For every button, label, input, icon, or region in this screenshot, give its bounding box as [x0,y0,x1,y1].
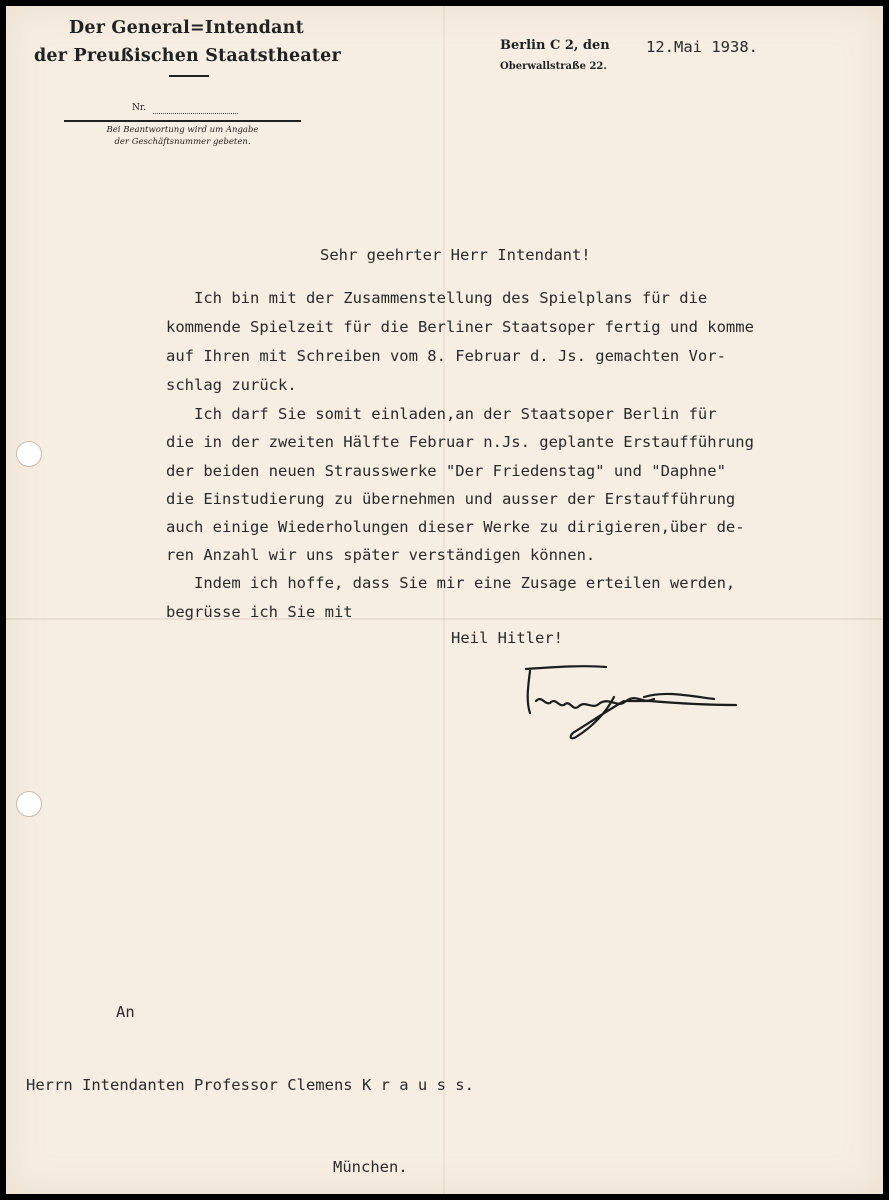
letterhead-org-line1: Der General=Intendant [69,18,304,38]
reference-number-label: Nr. [132,103,147,113]
recipient-name: Herrn Intendanten Professor Clemens K r a u s s. [26,1076,474,1094]
address-prefix: An [116,1003,135,1021]
reference-number-field [153,113,238,114]
body-line: kommende Spielzeit für die Berliner Staatsoper fertig und komme [166,318,754,336]
letterhead-city: Berlin C 2, den [500,38,610,53]
body-line: die Einstudierung zu übernehmen und ausser der Erstaufführung [166,490,736,508]
body-line: begrüsse ich Sie mit [166,603,353,621]
reference-rule [64,120,301,122]
body-line: auf Ihren mit Schreiben vom 8. Februar d. Js. gemachten Vor- [166,347,726,365]
reference-note-line2: der Geschäftsnummer gebeten. [114,137,251,147]
body-line: Ich darf Sie somit einladen,an der Staatsoper Berlin für [166,405,717,423]
salutation: Sehr geehrter Herr Intendant! [320,246,591,264]
letterhead-underline [169,75,209,77]
handwritten-signature [514,661,744,751]
body-line: schlag zurück. [166,376,297,394]
body-line: Indem ich hoffe, dass Sie mir eine Zusage erteilen werden, [166,574,736,592]
body-line: ren Anzahl wir uns später verständigen können. [166,546,596,564]
recipient-city: München. [333,1158,408,1176]
punch-hole-upper [16,441,42,467]
letterhead-org-line2: der Preußischen Staatstheater [34,46,341,66]
body-line: die in der zweiten Hälfte Februar n.Js. geplante Erstaufführung [166,433,754,451]
punch-hole-lower [16,791,42,817]
letter-page [6,6,883,1194]
reference-note-line1: Bei Beantwortung wird um Angabe [106,125,259,135]
vertical-fold-crease [443,6,445,1194]
letterhead-street: Oberwallstraße 22. [500,61,607,72]
body-line: der beiden neuen Strausswerke "Der Friedenstag" und "Daphne" [166,462,726,480]
body-line: Ich bin mit der Zusammenstellung des Spielplans für die [166,289,708,307]
letter-date: 12.Mai 1938. [646,38,758,56]
closing: Heil Hitler! [451,629,563,647]
body-line: auch einige Wiederholungen dieser Werke zu dirigieren,über de- [166,518,745,536]
